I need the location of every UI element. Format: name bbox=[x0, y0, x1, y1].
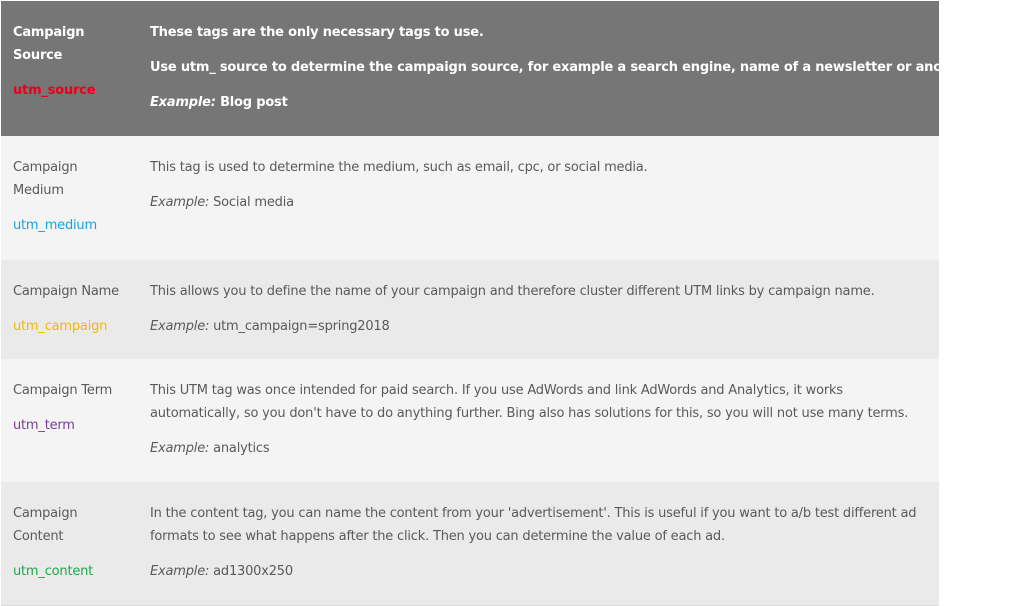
parameter-name-cell bbox=[13, 21, 133, 102]
example-value: Blog post bbox=[215, 95, 288, 110]
parameter-name: Campaign Source bbox=[13, 25, 85, 63]
example-value: utm_campaign=spring2018 bbox=[209, 319, 390, 334]
parameter-name: Campaign Content bbox=[13, 506, 78, 544]
description-text: This tag is used to determine the medium, such as email, cpc, or social media. bbox=[150, 160, 648, 175]
description-text: This allows you to define the name of your campaign and therefore cluster different UTM links by campaign name. bbox=[150, 284, 875, 299]
utm-medium-tag: utm_medium bbox=[13, 218, 97, 233]
example-label: Example: bbox=[150, 195, 210, 210]
parameter-name-cell bbox=[13, 379, 133, 437]
utm-campaign-tag: utm_campaign bbox=[13, 319, 108, 334]
example-line bbox=[150, 315, 930, 338]
utm-term-tag: utm_term bbox=[13, 418, 75, 433]
parameter-name-cell bbox=[13, 280, 133, 338]
example-label: Example: bbox=[150, 319, 210, 334]
parameter-description-cell bbox=[150, 280, 930, 338]
description-text: In the content tag, you can name the content from your 'advertisement'. This is useful if you want to a/b test different ad formats to see what happens after the click. Then you can determine the value of each ad. bbox=[150, 506, 917, 544]
example-line bbox=[150, 560, 920, 583]
parameter-name: Campaign Medium bbox=[13, 160, 78, 198]
table-row-campaign-name bbox=[1, 260, 939, 359]
example-line bbox=[150, 91, 930, 114]
example-value: Social media bbox=[209, 195, 294, 210]
utm-parameters-table bbox=[1, 1, 1029, 606]
parameter-description-cell bbox=[150, 502, 920, 583]
parameter-description-cell bbox=[150, 156, 930, 214]
description-text: This UTM tag was once intended for paid search. If you use AdWords and link AdWords and Analytics, it works automatically, so you don't have to do anything further. Bing also has solutions for this, so you will not use many terms. bbox=[150, 383, 909, 421]
table-row-campaign-content bbox=[1, 482, 939, 605]
description-text: Use utm_ source to determine the campaign source, for example a search engine, name of a newsletter or another source. bbox=[150, 60, 1029, 75]
table-row-campaign-medium bbox=[1, 136, 939, 260]
example-line bbox=[150, 437, 920, 460]
utm-content-tag: utm_content bbox=[13, 564, 94, 579]
example-label: Example: bbox=[150, 441, 210, 456]
parameter-name: Campaign Term bbox=[13, 383, 113, 398]
table-row-campaign-term bbox=[1, 359, 939, 482]
example-label: Example: bbox=[150, 95, 216, 110]
example-value: ad1300x250 bbox=[209, 564, 293, 579]
example-label: Example: bbox=[150, 564, 210, 579]
description-text: These tags are the only necessary tags to use. bbox=[150, 25, 484, 40]
utm-source-tag: utm_source bbox=[13, 83, 96, 98]
example-line bbox=[150, 191, 930, 214]
parameter-name: Campaign Name bbox=[13, 284, 119, 299]
example-value: analytics bbox=[209, 441, 270, 456]
parameter-name-cell bbox=[13, 502, 93, 583]
parameter-description-cell bbox=[150, 21, 1029, 114]
table-row-campaign-source bbox=[1, 1, 1029, 136]
parameter-description-cell bbox=[150, 379, 920, 460]
parameter-name-cell bbox=[13, 156, 97, 237]
